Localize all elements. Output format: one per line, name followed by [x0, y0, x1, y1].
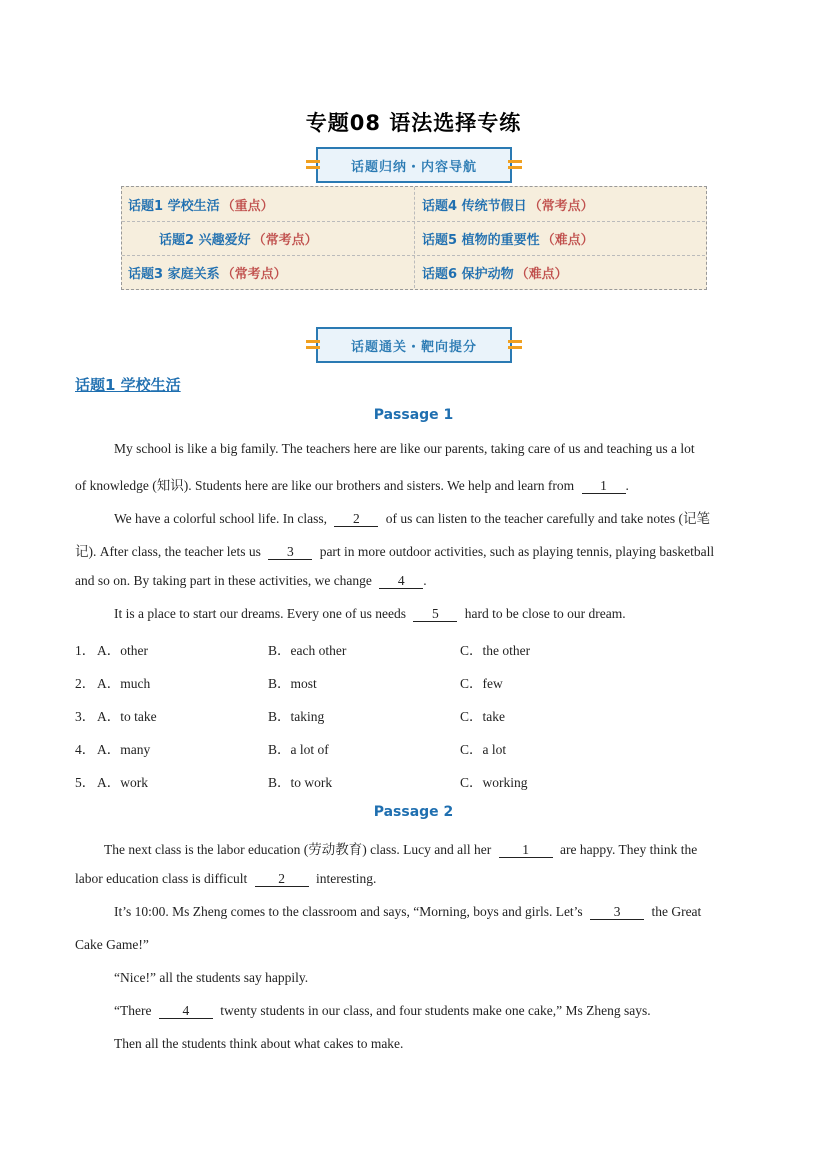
topic-level: （常考点） [252, 232, 318, 248]
option-c[interactable]: C．the other [460, 643, 531, 658]
passage-2-line: “Nice!” all the students say happily. [114, 970, 309, 985]
option-c[interactable]: C．few [460, 676, 503, 691]
passage-1-title: Passage 1 [373, 407, 454, 423]
text: . [625, 478, 629, 493]
option-c[interactable]: C．a lot [460, 742, 507, 757]
topic-level: （重点） [221, 198, 274, 214]
text: are happy. They think the [560, 842, 698, 857]
question-number: 1． [75, 643, 96, 658]
banner-label: 话题归纳・内容导航 [350, 159, 477, 175]
passage-2-title: Passage 2 [373, 804, 454, 820]
option-c[interactable]: C．working [460, 775, 528, 790]
topic-level: （难点） [515, 266, 568, 282]
blank-5[interactable]: 5 [413, 606, 457, 622]
topic-table [121, 186, 707, 290]
text: 记). After class, the teacher lets us [75, 544, 261, 559]
text: twenty students in our class, and four students make one cake,” Ms Zheng says. [220, 1003, 651, 1018]
banner-decoration-icon [508, 339, 522, 351]
text: labor education class is difficult [75, 871, 248, 886]
text: The next class is the labor education (劳动教育) class. Lucy and all her [104, 842, 492, 857]
passage-2-line: Then all the students think about what cakes to make. [114, 1036, 404, 1051]
passage-2-line [104, 838, 697, 858]
topic-name: 话题1 学校生活 [128, 198, 220, 214]
blank-2[interactable]: 2 [334, 511, 378, 527]
text: “There [114, 1003, 152, 1018]
option-b[interactable]: B．to work [268, 775, 333, 790]
topic-link-6[interactable] [422, 255, 568, 289]
topic-name: 话题5 植物的重要性 [422, 232, 540, 248]
text: of us can listen to the teacher carefully and take notes (记笔 [385, 511, 710, 526]
passage-1-line [75, 474, 629, 494]
topic-name: 话题3 家庭关系 [128, 266, 220, 282]
topic-level: （常考点） [221, 266, 287, 282]
text: the Great [651, 904, 702, 919]
topic-name: 话题2 兴趣爱好 [159, 232, 251, 248]
topic-link-4[interactable] [422, 187, 594, 221]
blank-2[interactable]: 2 [255, 871, 309, 887]
page-title: 专题08 语法选择专练 [305, 111, 522, 135]
text: hard to be close to our dream. [464, 606, 626, 621]
text: and so on. By taking part in these activities, we change [75, 573, 372, 588]
banner-label: 话题通关・靶向提分 [350, 339, 477, 355]
topic-level: （常考点） [528, 198, 594, 214]
option-b[interactable]: B．taking [268, 709, 325, 724]
blank-4[interactable]: 4 [379, 573, 423, 589]
text: We have a colorful school life. In class, [114, 511, 327, 526]
topic-link-5[interactable] [422, 221, 594, 255]
blank-3[interactable]: 3 [590, 904, 644, 920]
passage-1-line: My school is like a big family. The teachers here are like our parents, taking care of us and teaching us a lot [114, 441, 695, 456]
text: of knowledge (知识). Students here are like our brothers and sisters. We help and learn from [75, 478, 575, 493]
option-b[interactable]: B．most [268, 676, 317, 691]
practice-banner [316, 327, 512, 363]
option-a[interactable]: A．many [97, 742, 151, 757]
section-heading-topic-1[interactable]: 话题1 学校生活 [75, 376, 181, 394]
passage-1-line [114, 507, 710, 527]
option-a[interactable]: A．work [97, 775, 148, 790]
option-b[interactable]: B．each other [268, 643, 347, 658]
passage-1-line [75, 540, 714, 560]
topic-link-2[interactable] [159, 221, 318, 255]
banner-decoration-icon [306, 159, 320, 171]
option-a[interactable]: A．other [97, 643, 148, 658]
text: part in more outdoor activities, such as playing tennis, playing basketball [319, 544, 715, 559]
column-divider [414, 187, 415, 288]
option-c[interactable]: C．take [460, 709, 505, 724]
option-a[interactable]: A．much [97, 676, 151, 691]
question-number: 4． [75, 742, 96, 757]
banner-decoration-icon [508, 159, 522, 171]
passage-2-line [114, 904, 701, 920]
passage-2-line [75, 871, 376, 887]
topic-link-1[interactable] [128, 187, 274, 221]
option-b[interactable]: B．a lot of [268, 742, 329, 757]
topic-link-3[interactable] [128, 255, 287, 289]
banner-decoration-icon [306, 339, 320, 351]
passage-1-line [114, 606, 626, 622]
blank-1[interactable]: 1 [499, 842, 553, 858]
question-number: 3． [75, 709, 96, 724]
question-number: 2． [75, 676, 96, 691]
blank-3[interactable]: 3 [268, 544, 312, 560]
text: . [423, 573, 427, 588]
content-nav-banner [316, 147, 512, 183]
topic-name: 话题6 保护动物 [422, 266, 514, 282]
topic-name: 话题4 传统节假日 [422, 198, 527, 214]
text: interesting. [315, 871, 377, 886]
blank-4[interactable]: 4 [159, 1003, 213, 1019]
passage-1-line [75, 573, 427, 589]
passage-2-line: Cake Game!” [75, 937, 149, 952]
topic-level: （难点） [541, 232, 594, 248]
blank-1[interactable]: 1 [582, 478, 626, 494]
text: It’s 10:00. Ms Zheng comes to the classroom and says, “Morning, boys and girls. Let’s [114, 904, 583, 919]
option-a[interactable]: A．to take [97, 709, 157, 724]
question-number: 5． [75, 775, 96, 790]
text: It is a place to start our dreams. Every one of us needs [114, 606, 407, 621]
passage-2-line [114, 1003, 651, 1019]
